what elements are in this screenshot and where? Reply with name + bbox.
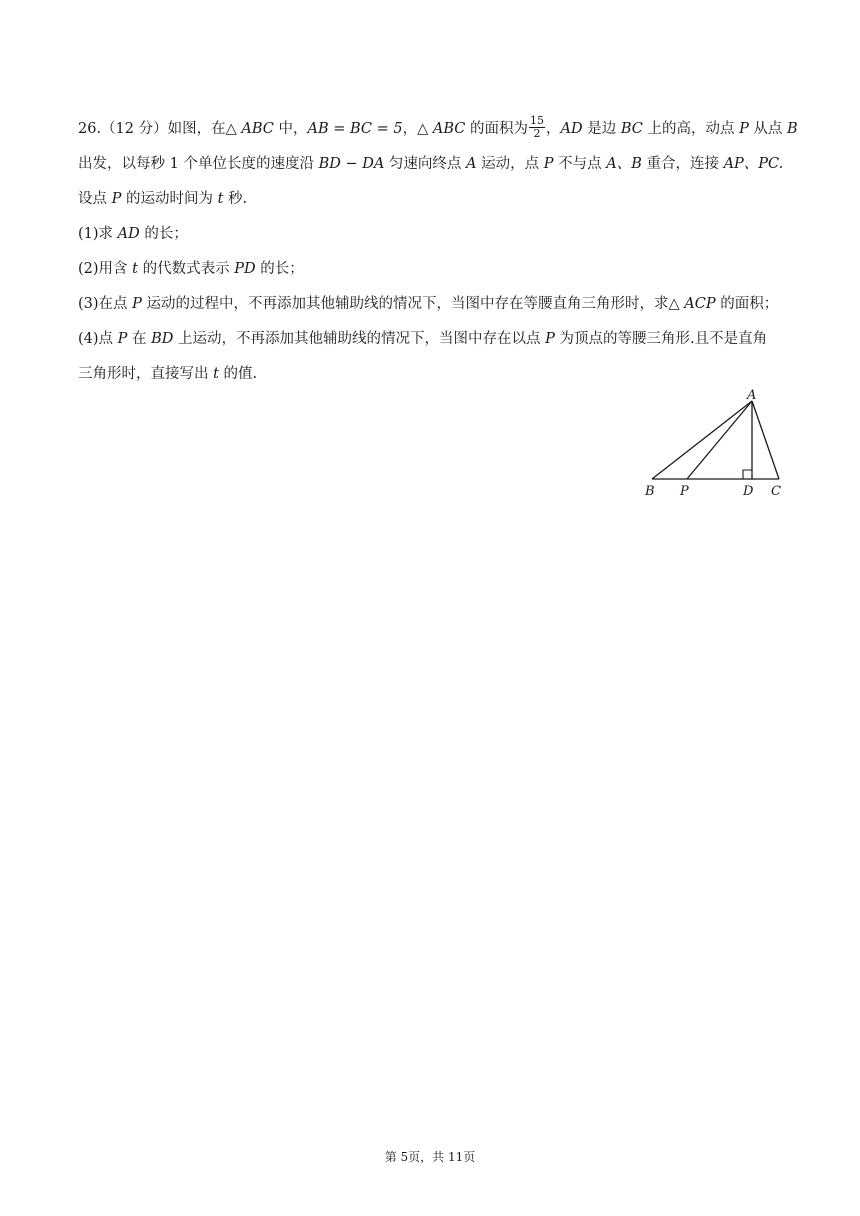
text: 上运动，不再添加其他辅助线的情况下，当图中存在以点 [173, 331, 546, 347]
text: (3)在点 [78, 296, 133, 312]
text: 秒. [223, 191, 248, 207]
text: 出发，以每秒 1 个单位长度的速度沿 [78, 156, 319, 172]
math-path: BD − DA [318, 156, 385, 172]
problem-points: （12 分） [101, 121, 168, 137]
segment-ab [652, 401, 752, 479]
problem-number: 26. [78, 121, 102, 137]
math-segment: AD [560, 121, 583, 137]
question-3 [78, 287, 788, 322]
text: 三角形时，直接写出 [78, 366, 214, 382]
text: 的运动时间为 [121, 191, 218, 207]
text: 的面积为 [465, 121, 528, 137]
math-variable: t [213, 366, 219, 382]
math-segment: AD [117, 226, 140, 242]
label-b: B [645, 484, 655, 499]
problem-26 [78, 112, 798, 392]
math-point: P [739, 121, 749, 137]
math-triangle-abc: △ ABC [225, 121, 274, 137]
math-triangle-abc: △ ABC [417, 121, 466, 137]
label-d: D [743, 484, 754, 499]
text: 为顶点的等腰三角形.且不是直角 [554, 331, 768, 347]
math-point: P [117, 331, 128, 347]
segment-ap [687, 401, 752, 479]
question-4 [78, 322, 788, 357]
text: 的面积； [715, 296, 779, 312]
text: 的长； [139, 226, 188, 242]
math-variable: t [217, 191, 224, 207]
text: 是边 [582, 121, 621, 137]
question-2 [78, 252, 788, 287]
text: 的长； [255, 261, 304, 277]
label-c: C [771, 484, 781, 499]
text: 的值. [218, 366, 258, 382]
text: 中， [273, 121, 308, 137]
math-point: P [111, 191, 122, 207]
math-variable: t [132, 261, 138, 277]
fraction [529, 115, 545, 140]
text: (1)求 [78, 226, 118, 242]
math-triangle-acp: △ ACP [668, 296, 716, 312]
problem-line-1 [78, 112, 798, 147]
math-point: P [132, 296, 142, 312]
math-equation: AB = BC = 5 [307, 121, 403, 137]
text: 重合，连接 [641, 156, 724, 172]
math-point: P [545, 331, 555, 347]
text: ， [402, 121, 418, 137]
problem-line-3 [78, 182, 788, 217]
text: 上的高，动点 [642, 121, 740, 137]
label-p: P [680, 484, 689, 499]
text: 在 [127, 331, 152, 347]
math-segment: BD [151, 331, 174, 347]
text: ， [545, 121, 561, 137]
geometry-figure [640, 386, 790, 502]
page-footer: 第 5页，共 11页 [384, 1150, 476, 1164]
segment-ac [752, 401, 779, 479]
text: (2)用含 [78, 261, 133, 277]
text: (4)点 [78, 331, 118, 347]
fraction-numerator: 15 [529, 113, 544, 127]
text: 匀速向终点 [384, 156, 467, 172]
problem-line-2 [78, 147, 788, 182]
text: 设点 [78, 191, 112, 207]
text: 不与点 [553, 156, 607, 172]
question-1 [78, 217, 788, 252]
label-a: A [747, 388, 757, 403]
text: 从点 [748, 121, 788, 137]
math-segment: PD [234, 261, 256, 277]
right-angle-mark [743, 470, 752, 479]
math-point: B [787, 121, 798, 137]
text: 运动，点 [476, 156, 544, 172]
triangle-diagram [640, 386, 790, 502]
math-segments: AP、PC. [723, 156, 784, 172]
math-points: A、B [606, 156, 642, 172]
text: 如图，在 [167, 121, 226, 137]
fraction-denominator: 2 [533, 126, 541, 140]
math-point: P [543, 156, 554, 172]
math-point: A [466, 156, 477, 172]
text: 运动的过程中，不再添加其他辅助线的情况下，当图中存在等腰直角三角形时，求 [141, 296, 669, 312]
text: 的代数式表示 [137, 261, 235, 277]
math-segment: BC [620, 121, 643, 137]
